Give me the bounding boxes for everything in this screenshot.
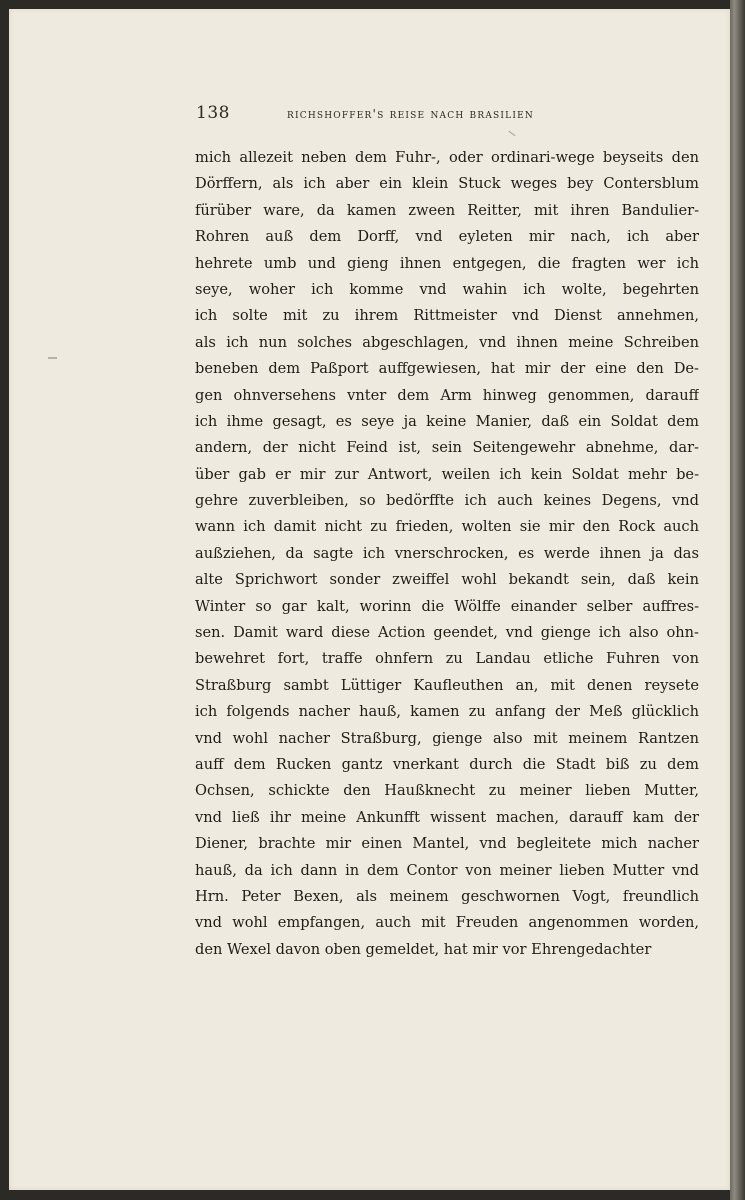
text-line: ich solte mit zu ihrem Rittmeister vnd Dienst annehmen,: [195, 307, 699, 325]
text-line: vnd ließ ihr meine Ankunfft wissent machen, darauff kam der: [195, 808, 699, 826]
text-line: gehre zuverbleiben, so bedörffte ich auch keines Degens, vnd: [195, 492, 699, 510]
page-header: [185, 103, 705, 127]
text-line: sen. Damit ward diese Action geendet, vnd gienge ich also ohn-: [195, 624, 699, 642]
text-line: wann ich damit nicht zu frieden, wolten sie mir den Rock auch: [195, 518, 699, 536]
text-line: Ochsen, schickte den Haußknecht zu meiner lieben Mutter,: [195, 782, 699, 800]
body-text: [195, 145, 699, 963]
text-line: hauß, da ich dann in dem Contor von meiner lieben Mutter vnd: [195, 861, 699, 879]
page-number: 138: [196, 103, 230, 123]
text-line: fürüber ware, da kamen zween Reitter, mit ihren Bandulier-: [195, 201, 699, 219]
text-line: gen ohnversehens vnter dem Arm hinweg genommen, darauff: [195, 386, 699, 404]
text-line: bewehret fort, traffe ohnfern zu Landau etliche Fuhren von: [195, 650, 699, 668]
text-line: seye, woher ich komme vnd wahin ich wolte, begehrten: [195, 280, 699, 298]
text-line: über gab er mir zur Antwort, weilen ich kein Soldat mehr be-: [195, 465, 699, 483]
text-line: den Wexel davon oben gemeldet, hat mir vor Ehrengedachter: [195, 940, 652, 958]
text-line: Winter so gar kalt, worinn die Wölffe einander selber auffres-: [195, 597, 699, 615]
text-line: ich ihme gesagt, es seye ja keine Manier, daß ein Soldat dem: [195, 412, 699, 430]
running-title: richshoffer's reise nach brasilien: [287, 106, 534, 121]
text-line: ich folgends nacher hauß, kamen zu anfang der Meß glücklich: [195, 703, 699, 721]
text-line: Hrn. Peter Bexen, als meinem geschwornen Vogt, freundlich: [195, 887, 699, 905]
text-line: außziehen, da sagte ich vnerschrocken, es werde ihnen ja das: [195, 544, 699, 562]
text-line: als ich nun solches abgeschlagen, vnd ihnen meine Schreiben: [195, 333, 699, 351]
scan-edge: [730, 0, 745, 1200]
text-line: mich allezeit neben dem Fuhr-, oder ordinari-wege beyseits den: [195, 149, 699, 166]
text-line: vnd wohl empfangen, auch mit Freuden angenommen worden,: [195, 914, 699, 932]
text-line: andern, der nicht Feind ist, sein Seitengewehr abnehme, dar-: [195, 439, 699, 457]
text-line: Diener, brachte mir einen Mantel, vnd begleitete mich nacher: [195, 835, 699, 853]
text-line: vnd wohl nacher Straßburg, gienge also mit meinem Rantzen: [195, 729, 699, 747]
text-line: beneben dem Paßport auffgewiesen, hat mir der eine den De-: [195, 360, 699, 378]
text-line: Dörffern, als ich aber ein klein Stuck weges bey Contersblum: [195, 175, 699, 193]
text-line: auff dem Rucken gantz vnerkant durch die Stadt biß zu dem: [195, 755, 699, 773]
margin-mark: [48, 357, 57, 359]
text-line: hehrete umb und gieng ihnen entgegen, die fragten wer ich: [195, 254, 699, 272]
text-line: Rohren auß dem Dorff, vnd eyleten mir nach, ich aber: [195, 228, 699, 246]
text-line: Straßburg sambt Lüttiger Kaufleuthen an, mit denen reysete: [195, 676, 699, 694]
text-line: alte Sprichwort sonder zweiffel wohl bekandt sein, daß kein: [195, 571, 699, 589]
